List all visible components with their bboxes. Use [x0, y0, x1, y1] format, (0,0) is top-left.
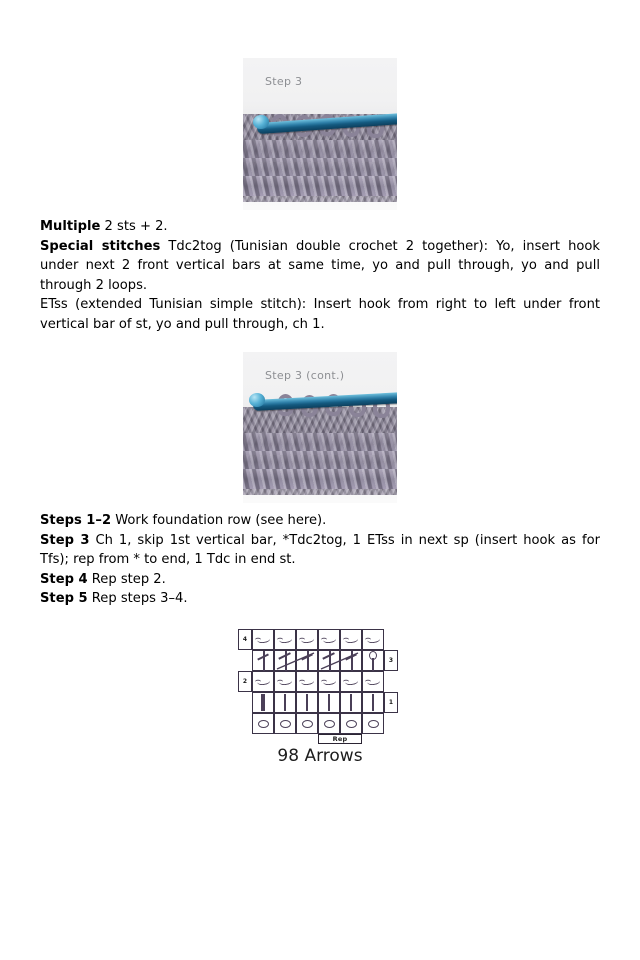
chart-cell	[252, 713, 274, 734]
step-3-cont-photo	[243, 352, 397, 503]
chart-caption: 98 Arrows	[277, 746, 363, 766]
chart-cell	[362, 692, 384, 713]
etss-definition: ETss (extended Tunisian simple stitch): Insert hook from right to left under front vertical bar of st, yo and pull through, ch 1.	[40, 297, 600, 332]
step-line	[40, 589, 600, 609]
fabric-row	[243, 469, 397, 489]
chart-cell	[318, 671, 340, 692]
special-stitches-label: Special stitches	[40, 238, 161, 254]
chart-cell	[274, 650, 296, 671]
chart-cell	[274, 671, 296, 692]
steps-section	[40, 511, 600, 609]
chart-row-number: 1	[384, 692, 398, 713]
foundation-chain-icon	[302, 720, 313, 728]
multiple-label: Multiple	[40, 219, 101, 234]
tdc2tog-icon	[300, 651, 314, 671]
special-stitches-section	[40, 217, 600, 335]
multiple-text: 2 sts + 2.	[100, 219, 168, 234]
crochet-hook-tip	[253, 115, 269, 129]
chart-row-number: 2	[238, 671, 252, 692]
chart-cell	[362, 650, 384, 671]
tdc2tog-icon	[322, 651, 336, 671]
step-3-photo	[243, 58, 397, 210]
chart-cell	[252, 629, 274, 650]
chart-cell	[362, 671, 384, 692]
chart-cell	[362, 629, 384, 650]
step-text: Rep step 2.	[87, 571, 166, 587]
tdc2tog-icon	[278, 651, 292, 671]
step-text: Ch 1, skip 1st vertical bar, *Tdc2tog, 1 ETss in next sp (insert hook as for Tfs); rep from * to end, 1 Tdc in end st.	[40, 532, 600, 568]
foundation-chain-icon	[258, 720, 269, 728]
repeat-bracket: Rep	[318, 734, 362, 744]
step-text: Rep steps 3–4.	[87, 591, 188, 607]
chain-stitch-icon	[256, 635, 270, 643]
chart-row-number: 4	[238, 629, 252, 650]
chart-cell	[340, 629, 362, 650]
tdc2tog-icon	[344, 651, 358, 671]
chart-cell	[340, 671, 362, 692]
foundation-chain-icon	[280, 720, 291, 728]
tunisian-simple-stitch-icon	[261, 694, 264, 711]
tunisian-simple-stitch-icon	[328, 694, 330, 711]
chart-cell	[252, 650, 274, 671]
step-text: Work foundation row (see here).	[111, 513, 327, 528]
chain-stitch-icon	[278, 677, 292, 685]
photo-caption-label: Step 3 (cont.)	[265, 369, 345, 382]
chain-stitch-icon	[344, 635, 358, 643]
multiple-line	[40, 217, 600, 237]
chart-cell	[296, 650, 318, 671]
chart-row-number: 3	[384, 650, 398, 671]
tunisian-double-crochet-icon	[256, 651, 270, 671]
fabric-row	[243, 176, 397, 196]
foundation-chain-icon	[324, 720, 335, 728]
chart-cell	[318, 713, 340, 734]
chart-cell	[340, 692, 362, 713]
step-label: Step 5	[40, 591, 88, 607]
extended-tunisian-simple-stitch-icon	[368, 651, 378, 671]
photo-caption-label: Step 3	[265, 75, 303, 88]
special-stitches-text: Tdc2tog (Tunisian double crochet 2 together): Yo, insert hook under next 2 front vertical bars at same time, yo and pull through, yo and pull through 2 loops.	[40, 238, 600, 293]
crochet-hook-tip	[249, 393, 265, 407]
chain-stitch-icon	[256, 677, 270, 685]
chain-stitch-icon	[366, 677, 380, 685]
tunisian-simple-stitch-icon	[350, 694, 352, 711]
step-label: Steps 1–2	[40, 513, 112, 528]
chain-stitch-icon	[278, 635, 292, 643]
chart-cell	[274, 692, 296, 713]
chart-cell	[274, 629, 296, 650]
foundation-chain-icon	[346, 720, 357, 728]
tunisian-simple-stitch-icon	[284, 694, 286, 711]
chart-cell	[296, 692, 318, 713]
step-line	[40, 511, 600, 531]
stitch-chart-container	[0, 629, 640, 743]
step-line	[40, 531, 600, 570]
chart-cell	[340, 713, 362, 734]
tunisian-simple-stitch-icon	[306, 694, 308, 711]
chart-cell	[318, 692, 340, 713]
chart-cell	[296, 629, 318, 650]
chain-stitch-icon	[322, 635, 336, 643]
chain-stitch-icon	[344, 677, 358, 685]
chart-cell	[340, 650, 362, 671]
chart-cell	[274, 713, 296, 734]
chain-stitch-icon	[322, 677, 336, 685]
crochet-fabric	[243, 407, 397, 495]
chart-cell	[362, 713, 384, 734]
step-label: Step 3	[40, 532, 90, 548]
chart-cell	[252, 671, 274, 692]
chain-stitch-icon	[300, 677, 314, 685]
chart-cell	[318, 650, 340, 671]
chart-cell	[252, 692, 274, 713]
tunisian-simple-stitch-icon	[372, 694, 374, 711]
step-label: Step 4	[40, 571, 88, 587]
chart-cell	[318, 629, 340, 650]
step-line	[40, 570, 600, 590]
stitch-chart	[238, 629, 402, 743]
chart-cell	[296, 671, 318, 692]
special-stitches-line	[40, 237, 600, 296]
foundation-chain-icon	[368, 720, 379, 728]
chart-cell	[296, 713, 318, 734]
chain-stitch-icon	[366, 635, 380, 643]
chain-stitch-icon	[300, 635, 314, 643]
